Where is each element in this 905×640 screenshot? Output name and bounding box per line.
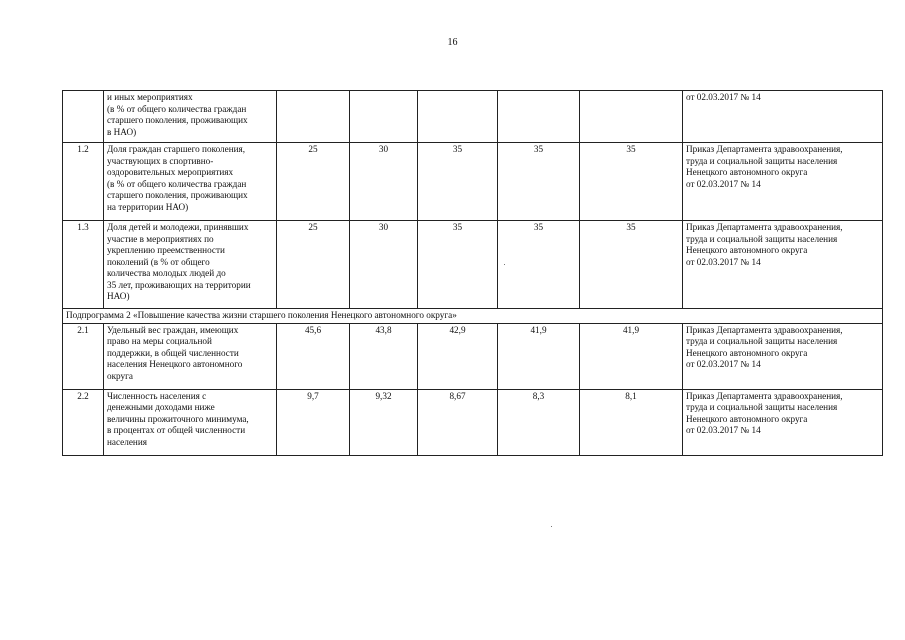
source-document-line: от 02.03.2017 № 14: [686, 425, 761, 435]
indicator-name-line: участвующих в спортивно-: [107, 155, 214, 166]
indicator-name-line: в НАО): [107, 126, 137, 137]
indicator-value: 35: [418, 143, 498, 221]
indicator-name-line: денежными доходами ниже: [107, 402, 215, 412]
indicator-value: 9,32: [350, 389, 418, 455]
indicator-name-line: поколений (в % от общего: [107, 256, 210, 267]
subprogram-row: [63, 309, 883, 324]
indicator-value: 35: [498, 143, 580, 221]
indicator-value: 35: [418, 221, 498, 309]
indicators-table: [62, 90, 883, 456]
source-document: [683, 323, 883, 389]
table-row: [63, 91, 883, 143]
scan-speck: [504, 264, 505, 265]
indicator-value: 35: [498, 221, 580, 309]
indicator-value: [498, 91, 580, 143]
indicator-name-line: населения Ненецкого автономного: [107, 359, 243, 369]
indicator-value: 25: [277, 221, 350, 309]
table-row: [63, 221, 883, 309]
indicator-name-line: НАО): [107, 291, 130, 301]
indicator-value: 30: [350, 221, 418, 309]
row-number: 1.3: [63, 221, 104, 309]
indicator-value: [277, 91, 350, 143]
source-document-line: от 02.03.2017 № 14: [686, 256, 761, 267]
source-document-line: Ненецкого автономного округа: [686, 245, 808, 255]
indicator-name-line: Доля детей и молодежи, принявших: [107, 222, 249, 232]
source-document-line: Приказ Департамента здравоохранения,: [686, 144, 843, 154]
indicator-value: [350, 91, 418, 143]
scan-speck: [551, 526, 552, 527]
indicator-name-line: 35 лет, проживающих на территории: [107, 279, 251, 290]
indicator-name: [104, 91, 277, 143]
indicator-name-line: величины прожиточного минимума,: [107, 413, 249, 424]
indicator-name: [104, 389, 277, 455]
indicator-value: [580, 91, 683, 143]
row-number: 2.2: [63, 389, 104, 455]
indicator-value: 8,1: [580, 389, 683, 455]
source-document-line: Ненецкого автономного округа: [686, 347, 808, 358]
indicator-name-line: участие в мероприятиях по: [107, 233, 214, 244]
source-document-line: от 02.03.2017 № 14: [686, 359, 761, 369]
indicator-name: [104, 323, 277, 389]
row-number: [63, 91, 104, 143]
indicator-value: 41,9: [498, 323, 580, 389]
indicator-value: 41,9: [580, 323, 683, 389]
indicator-name: [104, 143, 277, 221]
source-document-line: труда и социальной защиты населения: [686, 402, 838, 412]
indicator-name-line: право на меры социальной: [107, 336, 212, 346]
indicator-name-line: (в % от общего количества граждан: [107, 178, 247, 189]
table-row: [63, 323, 883, 389]
indicator-value: 35: [580, 143, 683, 221]
indicator-name-line: старшего поколения, проживающих: [107, 115, 248, 125]
indicator-name-line: в процентах от общей численности: [107, 425, 246, 435]
table-row: [63, 143, 883, 221]
indicator-name-line: укреплению преемственности: [107, 245, 225, 255]
indicator-value: 8,3: [498, 389, 580, 455]
source-document-line: труда и социальной защиты населения: [686, 336, 838, 346]
indicator-value: 43,8: [350, 323, 418, 389]
indicator-value: 25: [277, 143, 350, 221]
indicator-name-line: округа: [107, 370, 133, 381]
source-document-line: от 02.03.2017 № 14: [686, 178, 761, 189]
indicator-name-line: населения: [107, 436, 147, 447]
row-number: 1.2: [63, 143, 104, 221]
indicator-name-line: оздоровительных мероприятиях: [107, 167, 234, 177]
indicator-value: 30: [350, 143, 418, 221]
source-document: [683, 91, 883, 143]
source-document: [683, 221, 883, 309]
table-row: [63, 389, 883, 455]
source-document-line: Приказ Департамента здравоохранения,: [686, 390, 843, 401]
indicator-name-line: поддержки, в общей численности: [107, 347, 239, 358]
source-document: [683, 143, 883, 221]
indicator-value: 45,6: [277, 323, 350, 389]
indicator-value: 9,7: [277, 389, 350, 455]
indicator-value: 35: [580, 221, 683, 309]
indicator-name-line: на территории НАО): [107, 201, 189, 212]
indicator-name-line: (в % от общего количества граждан: [107, 103, 247, 114]
source-document-line: Приказ Департамента здравоохранения,: [686, 222, 843, 232]
indicator-value: [418, 91, 498, 143]
source-document-line: от 02.03.2017 № 14: [686, 92, 761, 102]
source-document-line: Приказ Департамента здравоохранения,: [686, 324, 843, 335]
source-document-line: труда и социальной защиты населения: [686, 155, 838, 166]
subprogram-title: Подпрограмма 2 «Повышение качества жизни старшего поколения Ненецкого автономного округа»: [63, 309, 883, 324]
indicator-name-line: количества молодых людей до: [107, 268, 226, 278]
indicator-name: [104, 221, 277, 309]
indicator-name-line: Доля граждан старшего поколения,: [107, 144, 246, 154]
page-number: 16: [447, 37, 458, 48]
source-document-line: Ненецкого автономного округа: [686, 413, 808, 424]
source-document-line: Ненецкого автономного округа: [686, 167, 808, 177]
indicator-name-line: старшего поколения, проживающих: [107, 190, 248, 200]
source-document: [683, 389, 883, 455]
indicator-name-line: и иных мероприятиях: [107, 92, 193, 102]
indicator-name-line: Численность населения с: [107, 390, 207, 401]
indicator-name-line: Удельный вес граждан, имеющих: [107, 324, 239, 335]
row-number: 2.1: [63, 323, 104, 389]
indicator-value: 42,9: [418, 323, 498, 389]
indicator-value: 8,67: [418, 389, 498, 455]
source-document-line: труда и социальной защиты населения: [686, 233, 838, 244]
